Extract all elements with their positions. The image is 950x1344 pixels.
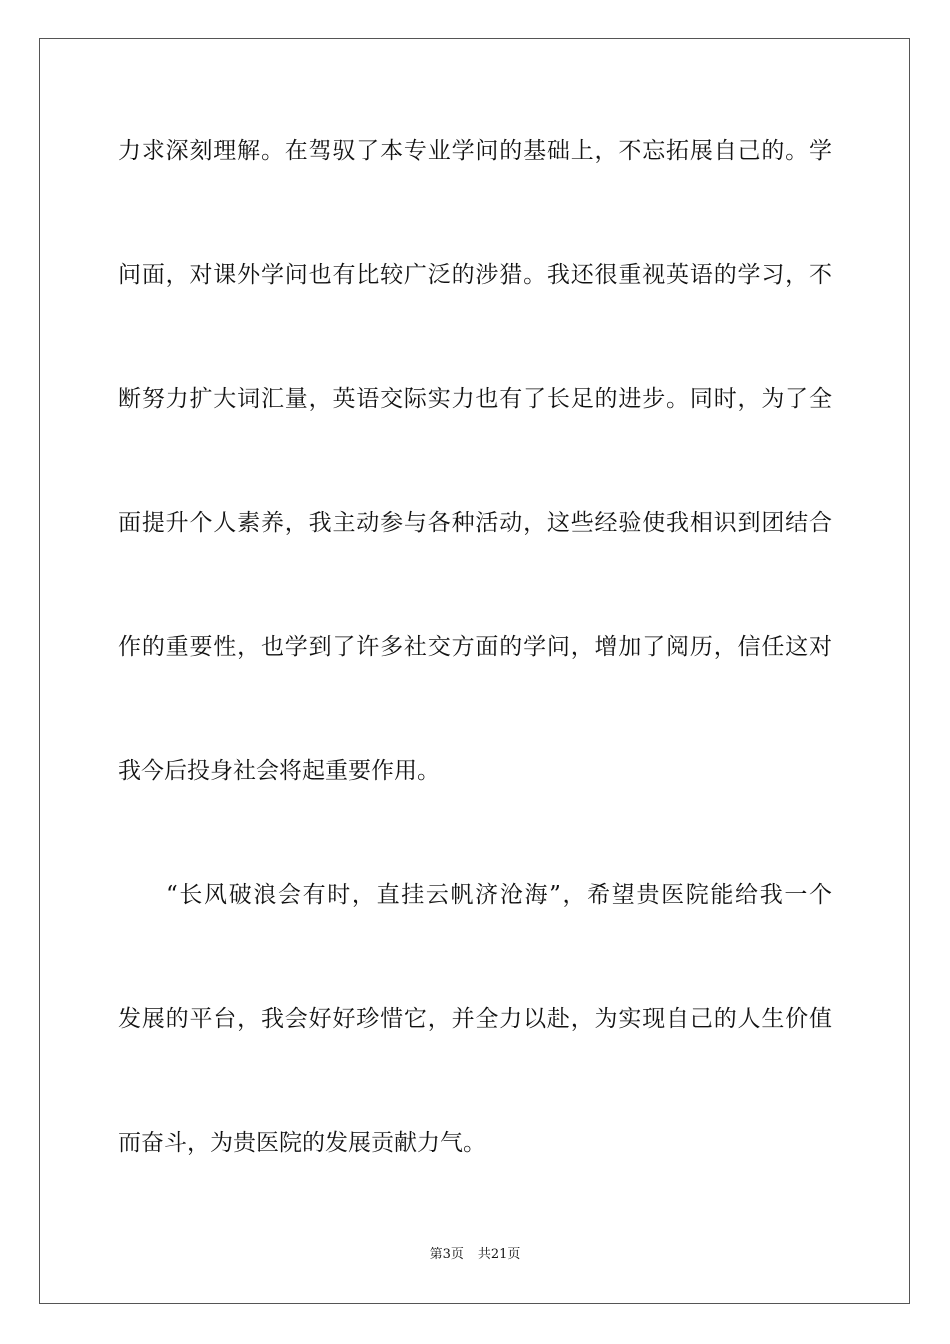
- text-line: 力求深刻理解。在驾驭了本专业学问的基础上，不忘拓展自己的。学: [118, 138, 832, 164]
- text-line: 发展的平台，我会好好珍惜它，并全力以赴，为实现自己的人生价值: [118, 1006, 832, 1032]
- page-total: 共21页: [477, 1247, 521, 1262]
- text-line: 而奋斗，为贵医院的发展贡献力气。: [118, 1130, 486, 1156]
- text-line: 我今后投身社会将起重要作用。: [118, 758, 440, 784]
- text-line: 面提升个人素养，我主动参与各种活动，这些经验使我相识到团结合: [118, 510, 832, 536]
- text-line: 作的重要性，也学到了许多社交方面的学问，增加了阅历，信任这对: [118, 634, 832, 660]
- page-number: 第3页: [429, 1247, 464, 1262]
- text-line: 断努力扩大词汇量，英语交际实力也有了长足的进步。同时，为了全: [118, 386, 832, 412]
- page-footer: [0, 1246, 950, 1264]
- page-border: [39, 38, 910, 1304]
- text-line: 问面，对课外学问也有比较广泛的涉猎。我还很重视英语的学习，不: [118, 262, 832, 288]
- text-line: “长风破浪会有时，直挂云帆济沧海”，希望贵医院能给我一个: [166, 882, 832, 908]
